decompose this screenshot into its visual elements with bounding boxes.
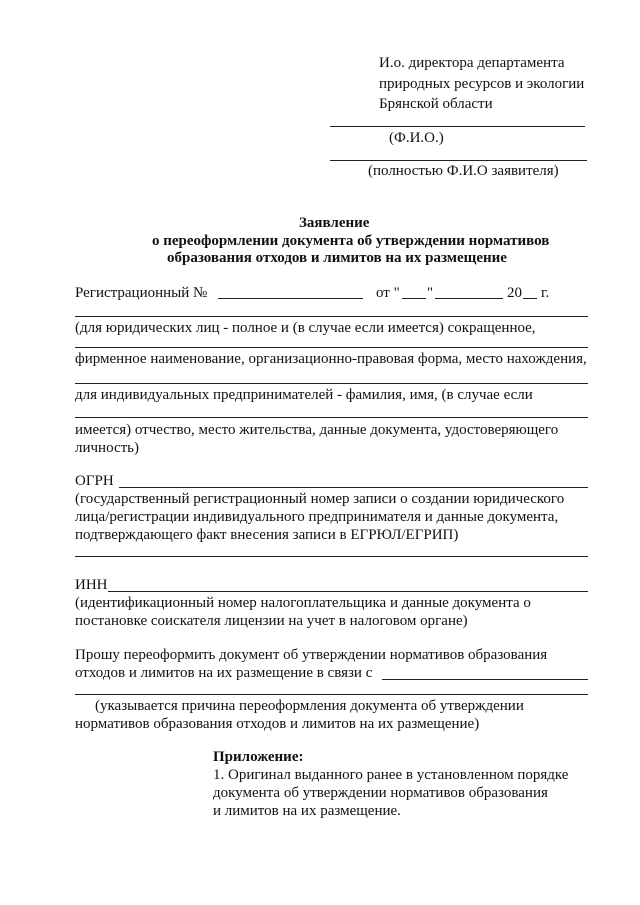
recipient-line-3: Брянской области bbox=[379, 96, 493, 112]
title-line-3: образования отходов и лимитов на их размещение bbox=[167, 250, 507, 266]
attachment-line-1: 1. Оригинал выданного ранее в установленном порядке bbox=[213, 767, 569, 783]
year-suffix: г. bbox=[541, 285, 550, 301]
legal-entity-line-3: для индивидуальных предпринимателей - фамилия, имя, (в случае если bbox=[75, 387, 533, 403]
inn-field[interactable] bbox=[108, 591, 588, 592]
legal-entity-field-3[interactable] bbox=[75, 383, 588, 384]
title-line-2: о переоформлении документа об утверждении нормативов bbox=[152, 233, 550, 249]
ogrn-line-2: лица/регистрации индивидуального предпринимателя и данные документа, bbox=[75, 509, 559, 525]
date-month-field[interactable] bbox=[435, 298, 503, 299]
attachment-line-2: документа об утверждении нормативов образования bbox=[213, 785, 548, 801]
legal-entity-field-1[interactable] bbox=[75, 316, 588, 317]
reason-note-2: нормативов образования отходов и лимитов на их размещение) bbox=[75, 716, 480, 732]
attachment-title: Приложение: bbox=[213, 749, 304, 765]
date-quote: " bbox=[427, 285, 434, 301]
date-day-field[interactable] bbox=[402, 298, 426, 299]
director-name-field[interactable] bbox=[330, 126, 585, 127]
legal-entity-line-1: (для юридических лиц - полное и (в случае если имеется) сокращенное, bbox=[75, 320, 536, 336]
ogrn-line-1: (государственный регистрационный номер записи о создании юридического bbox=[75, 491, 565, 507]
date-from-label: от " bbox=[376, 285, 400, 301]
legal-entity-field-2[interactable] bbox=[75, 347, 588, 348]
reason-field-2[interactable] bbox=[75, 694, 588, 695]
ogrn-line-3: подтверждающего факт внесения записи в ЕГРЮЛ/ЕГРИП) bbox=[75, 527, 459, 543]
ogrn-extra-field[interactable] bbox=[75, 556, 588, 557]
ogrn-label: ОГРН bbox=[75, 473, 114, 489]
attachment-line-3: и лимитов на их размещение. bbox=[213, 803, 401, 819]
reason-note-1: (указывается причина переоформления документа об утверждении bbox=[95, 698, 524, 714]
request-line-1: Прошу переоформить документ об утверждении нормативов образования bbox=[75, 647, 548, 663]
registration-number-field[interactable] bbox=[218, 298, 363, 299]
title-line-1: Заявление bbox=[299, 215, 370, 231]
inn-label: ИНН bbox=[75, 577, 108, 593]
applicant-name-field[interactable] bbox=[330, 160, 587, 161]
inn-line-1: (идентификационный номер налогоплательщика и данные документа о bbox=[75, 595, 531, 611]
inn-line-2: постановке соискателя лицензии на учет в налоговом органе) bbox=[75, 613, 468, 629]
legal-entity-field-4[interactable] bbox=[75, 417, 588, 418]
year-field[interactable] bbox=[523, 298, 537, 299]
registration-label: Регистрационный № bbox=[75, 285, 208, 301]
reason-field[interactable] bbox=[382, 679, 588, 680]
legal-entity-line-2: фирменное наименование, организационно-правовая форма, место нахождения, bbox=[75, 351, 587, 367]
director-fio-caption: (Ф.И.О.) bbox=[389, 130, 444, 146]
recipient-line-1: И.о. директора департамента bbox=[379, 55, 565, 71]
legal-entity-line-5: личность) bbox=[75, 440, 140, 456]
applicant-fio-caption: (полностью Ф.И.О заявителя) bbox=[368, 163, 559, 179]
legal-entity-line-4: имеется) отчество, место жительства, данные документа, удостоверяющего bbox=[75, 422, 559, 438]
recipient-line-2: природных ресурсов и экологии bbox=[379, 76, 585, 92]
ogrn-field[interactable] bbox=[119, 487, 588, 488]
year-prefix: 20 bbox=[507, 285, 522, 301]
request-line-2: отходов и лимитов на их размещение в связи с bbox=[75, 665, 373, 681]
